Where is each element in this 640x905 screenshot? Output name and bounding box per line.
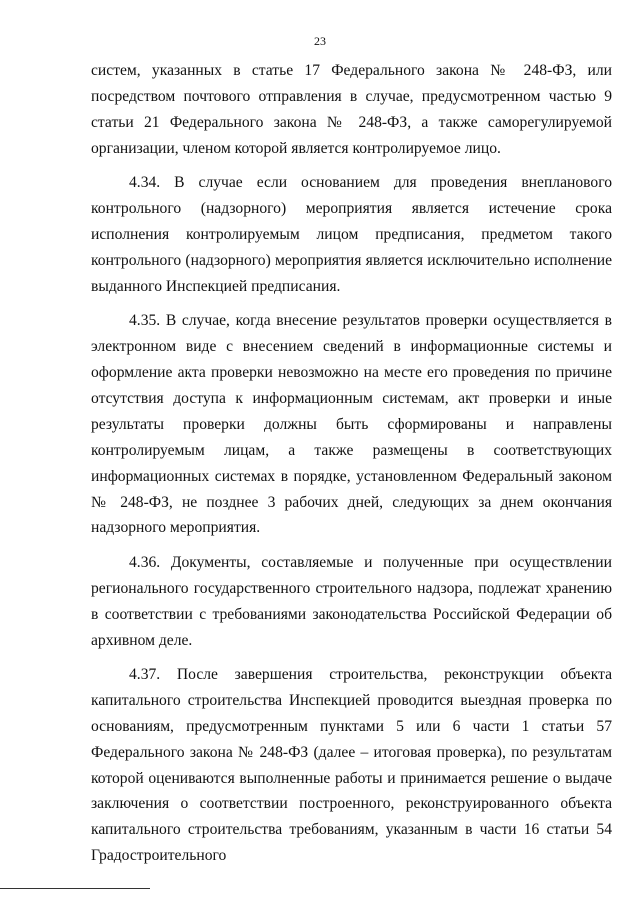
paragraph-4-36: 4.36. Документы, составляемые и полученные при осуществлении регионального государственного строительного надзора, подлежат хранению в соответствии с требованиями законодательства Российской Федерации об архивном деле. <box>91 553 612 649</box>
paragraph-4-37: 4.37. После завершения строительства, реконструкции объекта капитального строительства Инспекцией проводится выездная проверка по основаниям, предусмотренным пунктами 5 или 6 части 1 статьи 57 Федерального закона № 248-ФЗ (далее – итоговая проверка), по результатам которой оцениваются выполненные работы и принимается решение о выдаче заключения о соответствии построенного, реконструированного объекта капитального строительства требованиям, указанным в части 16 статьи 54 Градостроительного <box>91 665 612 865</box>
paragraph-4-34: 4.34. В случае если основанием для проведения внепланового контрольного (надзорного) мероприятия является истечение срока исполнения контролируемым лицом предписания, предметом такого контрольного (надзорного) мероприятия является исключительно исполнение выданного Инспекцией предписания. <box>91 174 612 295</box>
page-number: 23 <box>314 34 326 48</box>
paragraph-4-35: 4.35. В случае, когда внесение результатов проверки осуществляется в электронном виде с внесением сведений в информационные системы и оформление акта проверки невозможно на месте его проведения по причине отсутствия доступа к информационным системам, акт проверки и иные результаты проверки должны быть сформированы и направлены контролируемым лицам, а также размещены в соответствующих информационных системах в порядке, установленном Федеральный законом № 248-ФЗ, не позднее 3 рабочих дней, следующих за днем окончания надзорного мероприятия. <box>91 312 612 537</box>
paragraph-continuation: систем, указанных в статье 17 Федерального закона № 248-ФЗ, или посредством почтового отправления в случае, предусмотренном частью 9 статьи 21 Федерального закона № 248-ФЗ, а также саморегулируемой организации, членом которой является контролируемое лицо. <box>91 62 612 157</box>
footer-rule <box>0 888 150 889</box>
document-body <box>91 58 612 869</box>
